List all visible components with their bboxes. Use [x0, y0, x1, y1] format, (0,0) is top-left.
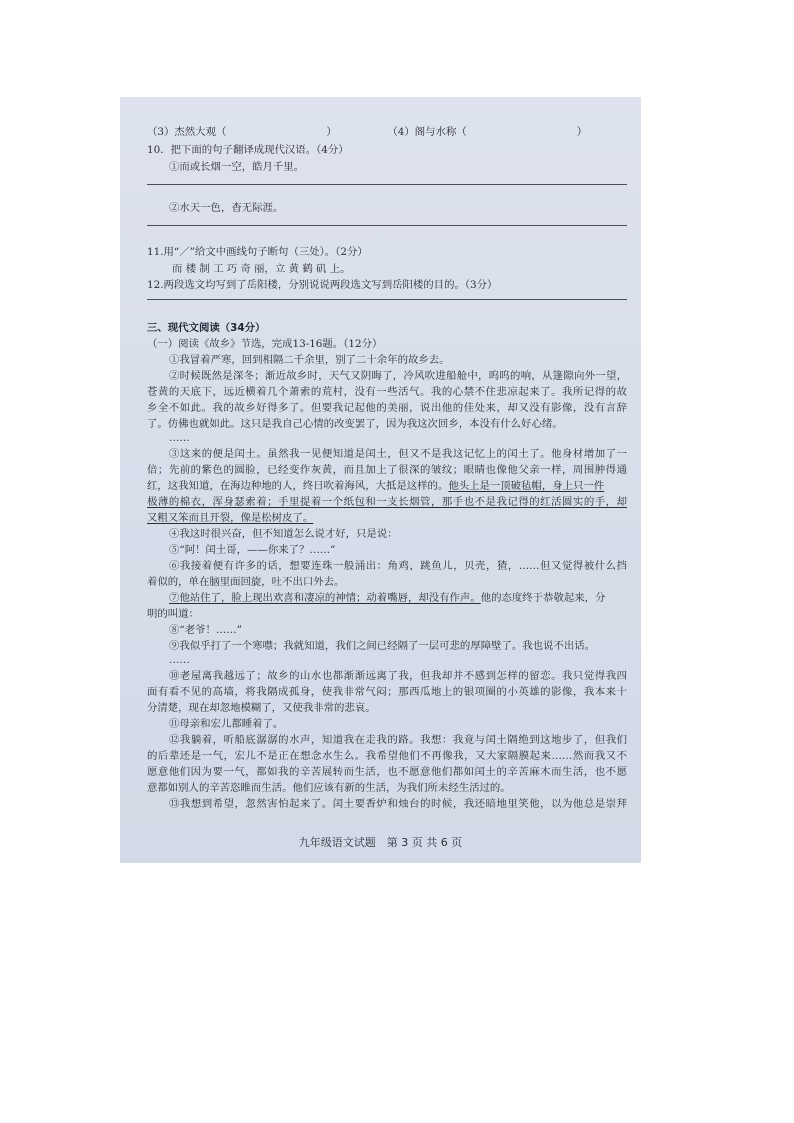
para-7-line: 明的叫道： — [147, 608, 199, 620]
q9-item3-label: （3）杰然大观（ — [147, 126, 227, 138]
underlined-sentence: 极薄的棉衣，浑身瑟索着；手里提着一个纸包和一支长烟管，那手也不是我记得的红活圆实的手，却 — [147, 496, 627, 508]
q10-prompt: 10．把下面的句子翻译成现代汉语。（4分） — [147, 144, 349, 156]
para-6-line: ⑥我接着便有许多的话，想要连珠一般涌出：角鸡，跳鱼儿，贝壳，猹，……但又觉得被什么挡 — [169, 560, 627, 572]
section-subheading: （一）阅读《故乡》节选，完成13-16题。（12分） — [147, 338, 383, 350]
para-8: ⑧“老爷！……” — [169, 624, 242, 636]
para-3-line: 倍；先前的紫色的圆脸，已经变作灰黄，而且加上了很深的皱纹；眼睛也像他父亲一样，周围肿得通 — [147, 464, 627, 476]
para-10-line: 面有看不见的高墙，将我隔成孤身，使我非常气闷；那西瓜地上的银项圈的小英雄的影像，我本来十 — [147, 686, 627, 698]
ellipsis: …… — [169, 654, 190, 666]
underlined-sentence: 又粗又笨而且开裂，像是松树皮了。 — [147, 512, 314, 524]
para-12-line: ⑫我躺着，听船底潺潺的水声，知道我在走我的路。我想：我竟与闰土隔绝到这地步了，但我们 — [169, 734, 627, 746]
para-5: ⑤“阿！闰土哥，——你来了？……” — [169, 544, 336, 556]
para-2-line: 乡全不如此。我的故乡好得多了。但要我记起他的美丽，说出他的佳处来，却又没有影像，没有言辞 — [147, 402, 627, 414]
ellipsis: …… — [169, 432, 190, 444]
exam-page — [120, 97, 641, 863]
q9-item4-close: ） — [576, 126, 588, 138]
para-7-text: 他的态度终于恭敬起来，分 — [480, 592, 606, 604]
para-2-line: 苍黄的天底下，远近横着几个萧索的荒村，没有一些活气。我的心禁不住悲凉起来了。我所记得的故 — [147, 386, 627, 398]
para-11: ⑪母亲和宏儿都睡着了。 — [169, 718, 284, 730]
para-13-line: ⑬我想到希望，忽然害怕起来了。闰土要香炉和烛台的时候，我还暗地里笑他，以为他总是崇拜 — [169, 798, 627, 810]
para-10-line: ⑩老屋离我越远了；故乡的山水也都渐渐远离了我，但我却并不感到怎样的留恋。我只觉得我四 — [169, 670, 627, 682]
answer-line[interactable] — [147, 299, 627, 300]
para-12-line: 愿意他们因为要一气，都如我的辛苦展转而生活，也不愿意他们都如闰土的辛苦麻木而生活，也不愿 — [147, 766, 627, 778]
q10-sentence-2: ②水天一色，杳无际涯。 — [169, 202, 284, 214]
para-1: ①我冒着严寒，回到相隔二千余里，别了二十余年的故乡去。 — [169, 354, 450, 366]
underlined-sentence: 他头上是一顶破毡帽，身上只一件 — [448, 480, 605, 492]
para-4: ④我这时很兴奋，但不知道怎么说才好，只是说： — [169, 528, 398, 540]
para-6-line: 着似的，单在脑里面回旋，吐不出口外去。 — [147, 576, 345, 588]
q11-sentence: 而 楼 制 工 巧 奇 丽，立 黄 鹤 矶 上。 — [172, 263, 351, 275]
underlined-sentence: ⑦他站住了，脸上现出欢喜和凄凉的神情；动着嘴唇，却没有作声。 — [169, 592, 481, 604]
para-2-line: ②时候既然是深冬；渐近故乡时，天气又阴晦了，冷风吹进船舱中，呜呜的响，从篷隙向外一望， — [169, 370, 627, 382]
para-3-text: 红，这我知道，在海边种地的人，终日吹着海风，大抵是这样的。 — [147, 480, 449, 492]
section-heading: 三、现代文阅读（34分） — [147, 322, 266, 334]
q9-item3 — [147, 125, 627, 139]
para-12-line: 意都如别人的辛苦恣睢而生活。他们应该有新的生活，为我们所未经生活过的。 — [147, 782, 511, 794]
answer-line[interactable] — [147, 225, 627, 226]
para-12-line: 的后辈还是一气，宏儿不是正在想念水生么。我希望他们不再像我，又大家隔膜起来……然而我又不 — [147, 750, 627, 762]
answer-line[interactable] — [147, 184, 627, 185]
q12-prompt: 12.两段选文均写到了岳阳楼，分别说说两段选文写到岳阳楼的目的。（3分） — [147, 279, 498, 291]
q11-prompt: 11.用“／”给文中画线句子断句（三处）。（2分） — [147, 246, 368, 258]
para-7-line — [169, 591, 627, 605]
q9-item4-label: （4）阁与水称（ — [387, 126, 467, 138]
para-3-line — [147, 479, 627, 493]
q9-item3-close: ） — [326, 126, 337, 138]
para-3-line: ③这来的便是闰土。虽然我一见便知道是闰土，但又不是我这记忆上的闰土了。他身材增加了一 — [169, 448, 627, 460]
para-2-line: 了。仿佛也就如此。这只是我自己心情的改变罢了，因为我这次回乡，本没有什么好心绪。 — [147, 418, 563, 430]
q10-sentence-1: ①而或长烟一空，皓月千里。 — [169, 161, 305, 173]
para-9: ⑨我似乎打了一个寒噤；我就知道，我们之间已经隔了一层可悲的厚障壁了。我也说不出话。 — [169, 640, 596, 652]
para-10-line: 分清楚，现在却忽地模糊了，又使我非常的悲哀。 — [147, 702, 376, 714]
page-footer: 九年级语文试题 第 3 页 共 6 页 — [298, 836, 463, 849]
